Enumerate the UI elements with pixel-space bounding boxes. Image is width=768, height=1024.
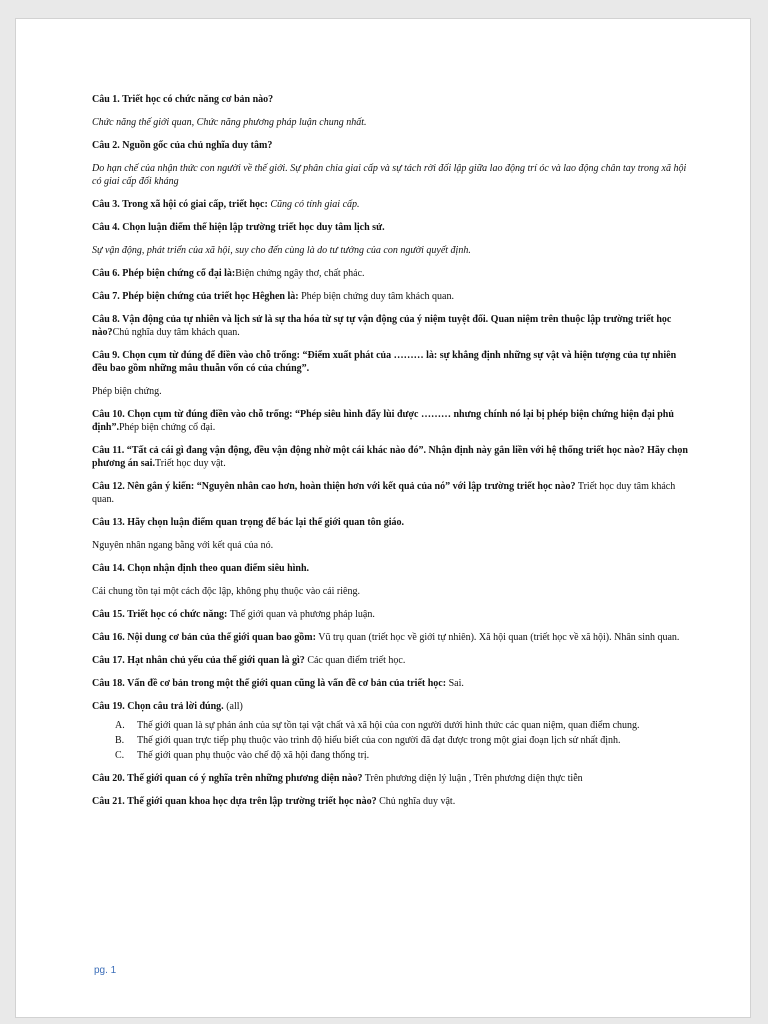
question-8: Câu 8. Vận động của tự nhiên và lịch sử là sự tha hóa từ sự tự vận động của ý niệm tuyệt đối. Quan niệm trên thuộc lập trường triết học nào?Chủ nghĩa duy tâm khách quan. [92,314,672,338]
question-1: Câu 1. Triết học có chức năng cơ bản nào? [92,94,274,105]
list-item: C. Thế giới quan phụ thuộc vào chế độ xã hội đang thống trị. [115,750,370,761]
question-3: Câu 3. Trong xã hội có giai cấp, triết học: Cũng có tính giai cấp. [92,199,360,210]
question-12: Câu 12. Nên gắn ý kiến: “Nguyên nhân cao hơn, hoàn thiện hơn với kết quả của nó” với lập trường triết học nào? Triết học duy tâm khách quan. [92,481,676,505]
question-17: Câu 17. Hạt nhân chủ yếu của thế giới quan là gì? Các quan điểm triết học. [92,655,406,666]
question-13: Câu 13. Hãy chọn luận điểm quan trọng để bác lại thế giới quan tôn giáo. [92,517,404,528]
answer-4: Sự vận động, phát triển của xã hội, suy cho đến cùng là do tư tưởng của con người quyết định. [92,245,471,256]
answer-14: Cái chung tồn tại một cách độc lập, không phụ thuộc vào cái riêng. [92,586,360,597]
answer-9: Phép biện chứng. [92,386,162,397]
question-14: Câu 14. Chọn nhận định theo quan điểm siêu hình. [92,563,310,574]
question-19-options [92,719,692,762]
document-page [15,18,751,1018]
answer-13: Nguyên nhân ngang bằng với kết quả của nó. [92,540,274,551]
document-body [92,93,692,818]
question-20: Câu 20. Thế giới quan có ý nghĩa trên những phương diện nào? Trên phương diện lý luận , Trên phương diện thực tiễn [92,773,583,784]
answer-2: Do hạn chế của nhận thức con người về thế giới. Sự phân chia giai cấp và sự tách rời đối lập giữa lao động trí óc và lao động chân tay trong xã hội có giai cấp đối kháng [92,163,687,187]
question-21: Câu 21. Thế giới quan khoa học dựa trên lập trường triết học nào? Chủ nghĩa duy vật. [92,796,456,807]
question-15: Câu 15. Triết học có chức năng: Thế giới quan và phương pháp luận. [92,609,375,620]
question-16: Câu 16. Nội dung cơ bản của thế giới quan bao gồm: Vũ trụ quan (triết học về giới tự nhiên). Xã hội quan (triết học về xã hội). Nhân sinh quan. [92,632,680,643]
question-4: Câu 4. Chọn luận điểm thể hiện lập trường triết học duy tâm lịch sử. [92,222,385,233]
question-6: Câu 6. Phép biện chứng cổ đại là:Biện chứng ngây thơ, chất phác. [92,268,365,279]
answer-1: Chức năng thế giới quan, Chức năng phương pháp luận chung nhất. [92,117,367,128]
list-item: A. Thế giới quan là sự phản ánh của sự tồn tại vật chất và xã hội của con người dưới hình thức các quan niệm, quan điểm chung. [115,720,640,731]
question-9: Câu 9. Chọn cụm từ đúng để điền vào chỗ trống: “Điểm xuất phát của ……… là: sự khẳng định những sự vật và hiện tượng của tự nhiên đều bao gồm những mâu thuẫn vốn có của chúng”. [92,350,677,374]
question-19: Câu 19. Chọn câu trả lời đúng. (all) [92,701,243,712]
question-7: Câu 7. Phép biện chứng của triết học Hêghen là: Phép biện chứng duy tâm khách quan. [92,291,454,302]
question-10: Câu 10. Chọn cụm từ đúng điền vào chỗ trống: “Phép siêu hình đẩy lùi được ……… nhưng chính nó lại bị phép biện chứng hiện đại phủ định”.Phép biện chứng cổ đại. [92,409,674,433]
question-11: Câu 11. “Tất cả cái gì đang vận động, đều vận động nhờ một cái khác nào đó”. Nhận định này gắn liền với hệ thống triết học nào? Hãy chọn phương án sai.Triết học duy vật. [92,445,688,469]
question-2: Câu 2. Nguồn gốc của chủ nghĩa duy tâm? [92,140,273,151]
question-18: Câu 18. Vấn đề cơ bản trong một thế giới quan cũng là vấn đề cơ bản của triết học: Sai. [92,678,464,689]
page-number: pg. 1 [94,965,117,976]
list-item: B. Thế giới quan trực tiếp phụ thuộc vào trình độ hiểu biết của con người đã đạt được trong một giai đoạn lịch sử nhất định. [115,735,621,746]
